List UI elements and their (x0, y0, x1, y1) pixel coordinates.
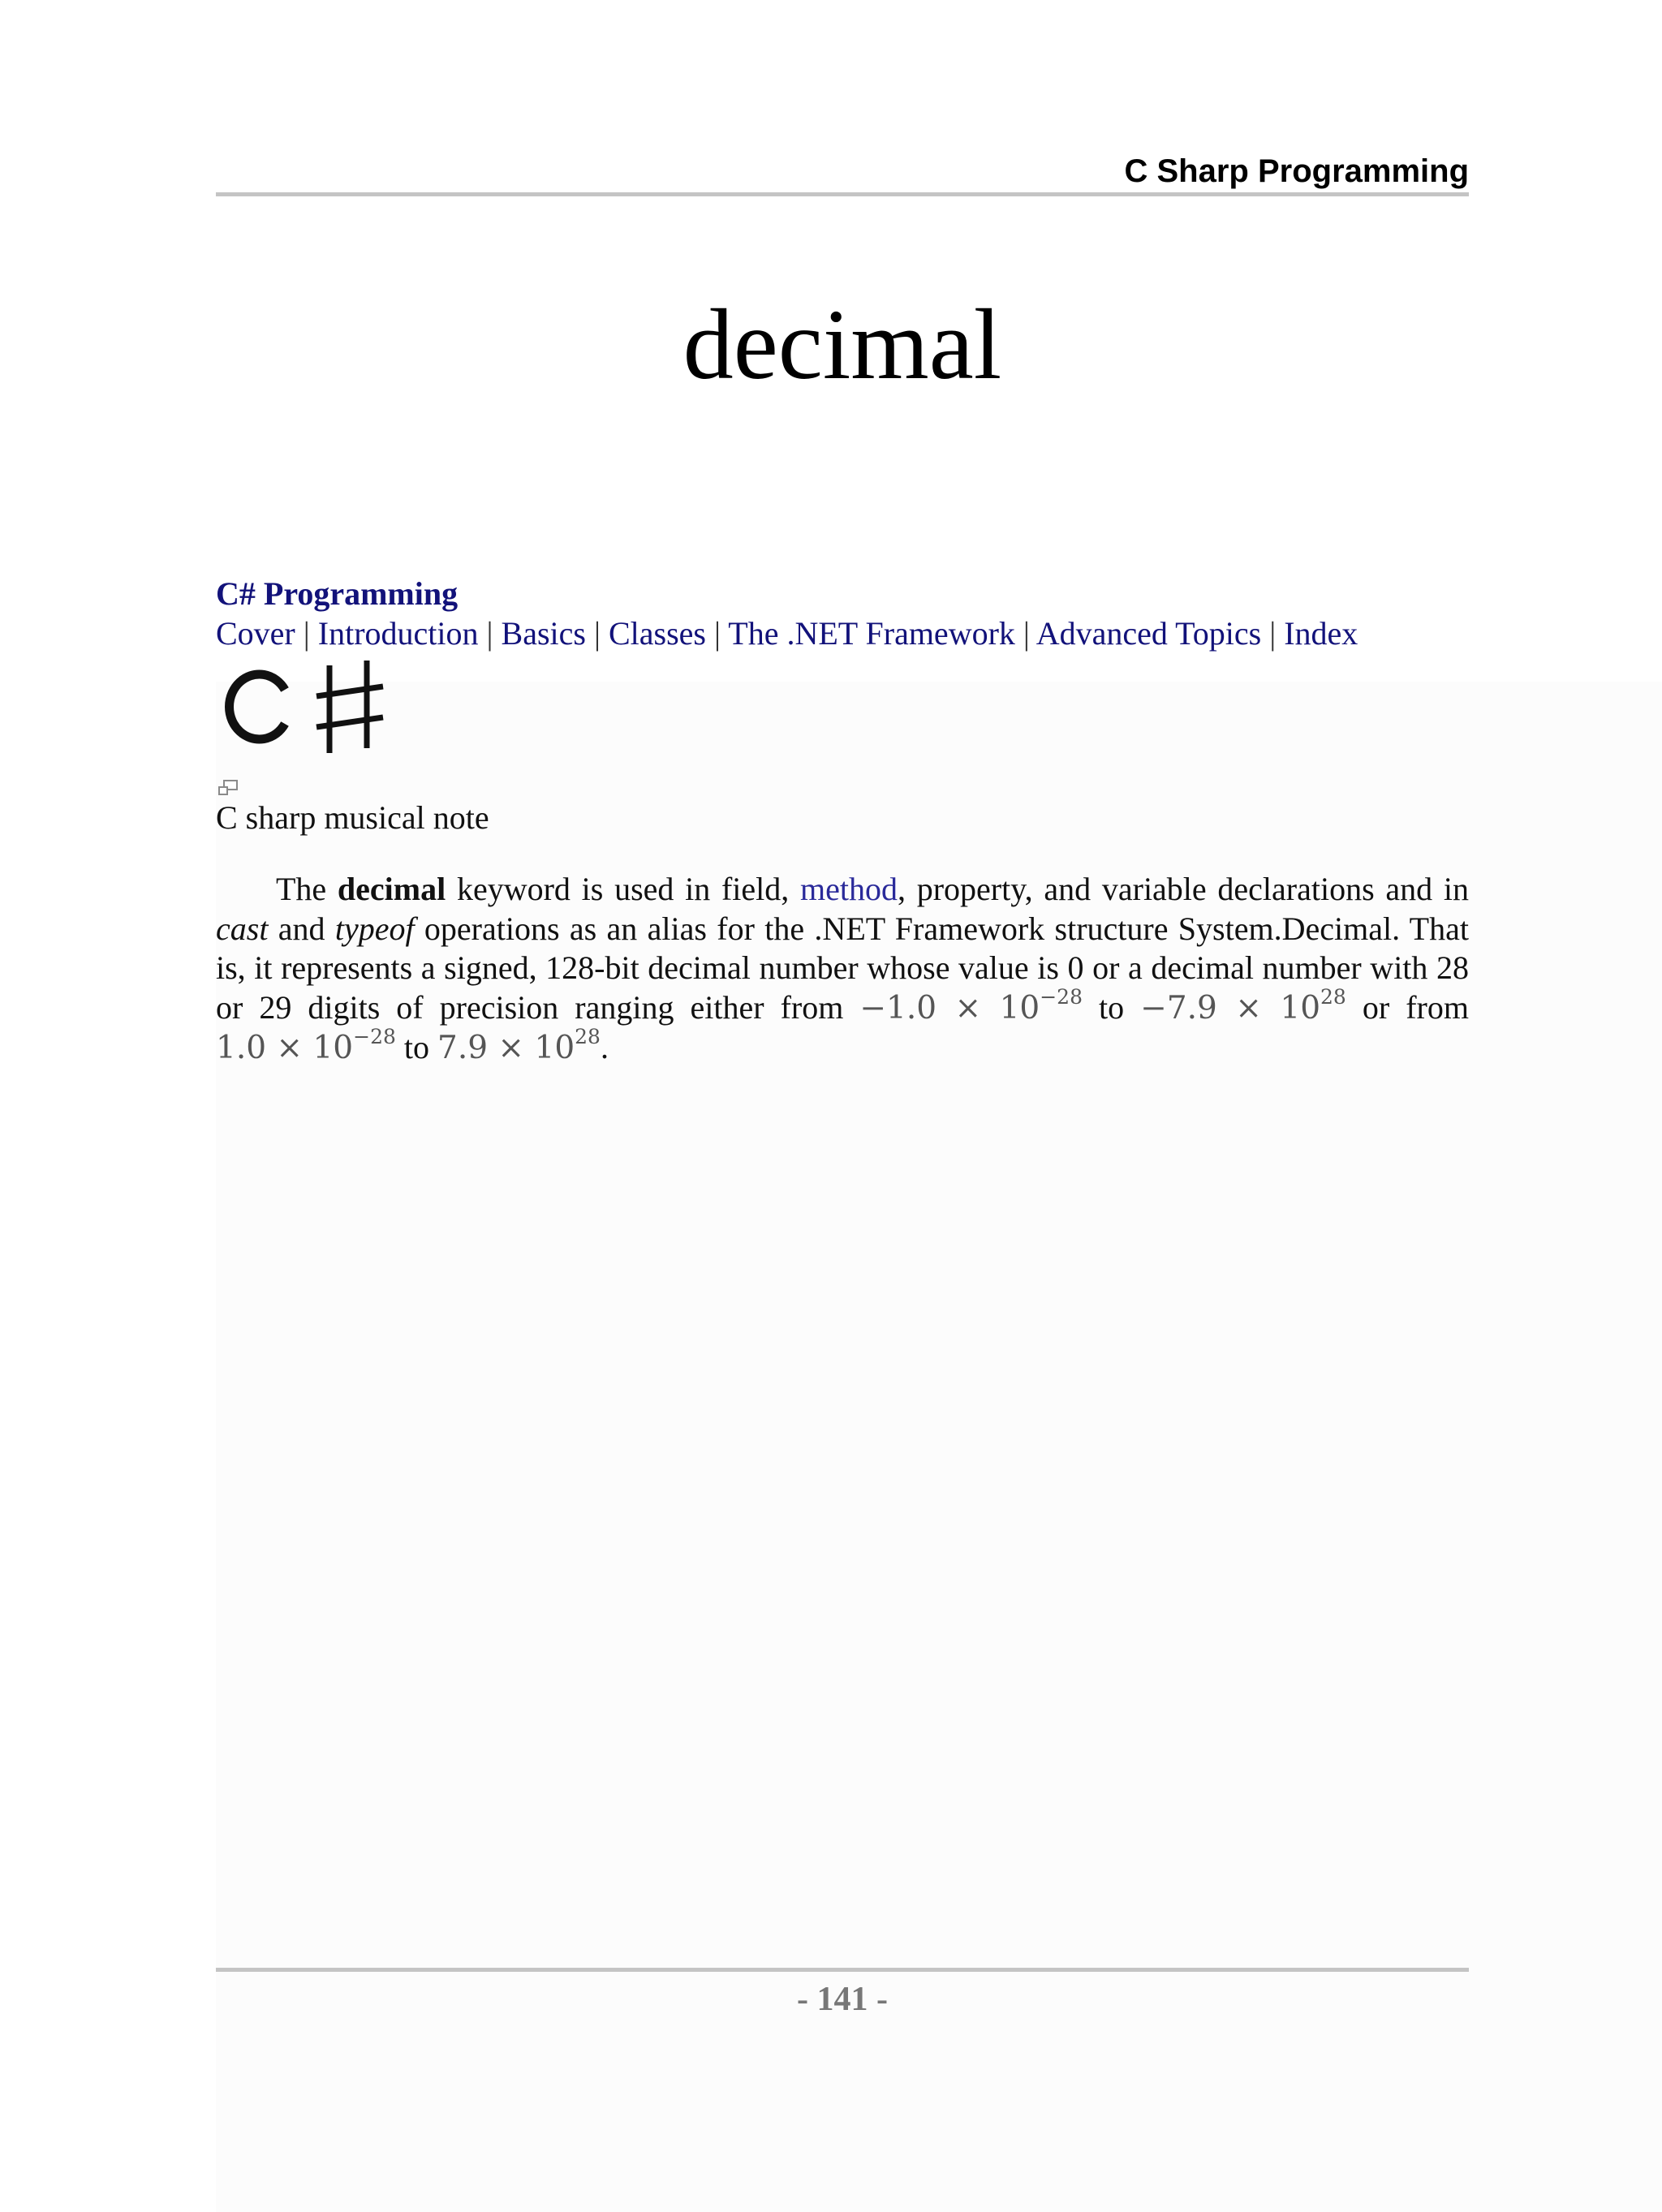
logo-letter-c (230, 674, 285, 739)
text-run: . (600, 1029, 609, 1065)
nav-link-basics[interactable]: Basics (501, 615, 586, 652)
nav-separator: | (1023, 615, 1030, 652)
math-max-negative: $-7.9 \times 10^{28}$ (1140, 984, 1346, 1026)
csharp-logo-image[interactable] (214, 654, 394, 760)
math-max-positive: $7.9 \times 10^{28}$ (437, 1025, 601, 1066)
text-run: to (395, 1029, 438, 1065)
running-header: C Sharp Programming (1124, 153, 1469, 189)
nav-separator: | (1269, 615, 1277, 652)
math-min-negative: $-1.0 \times 10^{-28}$ (859, 984, 1083, 1026)
nav-link-index[interactable]: Index (1284, 615, 1358, 652)
text-run: keyword is used in field, (446, 871, 801, 907)
footer-rule (216, 1968, 1469, 1972)
navbox-book-title[interactable]: C# Programming (216, 575, 459, 612)
nav-separator: | (303, 615, 310, 652)
navbox-links (216, 613, 1469, 654)
header-rule (216, 192, 1469, 196)
nav-link-cover[interactable]: Cover (216, 615, 295, 652)
nav-separator: | (713, 615, 721, 652)
text-run: and (268, 910, 335, 947)
logo-sharp-sign (316, 661, 383, 753)
method-link[interactable]: method (800, 871, 898, 907)
math-min-positive: $1.0 \times 10^{-28}$ (216, 1025, 396, 1066)
body-paragraph (216, 870, 1469, 1069)
cast-term: cast (216, 910, 269, 947)
typeof-term: typeof (334, 910, 415, 947)
nav-link-introduction[interactable]: Introduction (317, 615, 479, 652)
nav-link-net-framework[interactable]: The .NET Framework (728, 615, 1015, 652)
text-run: to (1083, 988, 1141, 1026)
text-run: operations as an alias for the .NET Framework structure System.Decimal. That is, it represents a signed, 128-bit decimal number whose value is 0 or a decimal number with 28 or 29 digits of precision ranging either from (216, 910, 1469, 1026)
text-run: The (276, 871, 338, 907)
keyword-decimal: decimal (337, 871, 446, 907)
page-number: - 141 - (797, 1981, 888, 2018)
nav-separator: | (593, 615, 601, 652)
nav-separator: | (486, 615, 493, 652)
nav-link-advanced-topics[interactable]: Advanced Topics (1036, 615, 1262, 652)
figure-caption: C sharp musical note (216, 799, 489, 836)
text-run: , property, and variable declarations and in (898, 871, 1469, 907)
nav-link-classes[interactable]: Classes (608, 615, 706, 652)
page-title: decimal (682, 289, 1002, 400)
text-run: or from (1346, 988, 1469, 1026)
enlarge-icon[interactable] (217, 779, 239, 797)
